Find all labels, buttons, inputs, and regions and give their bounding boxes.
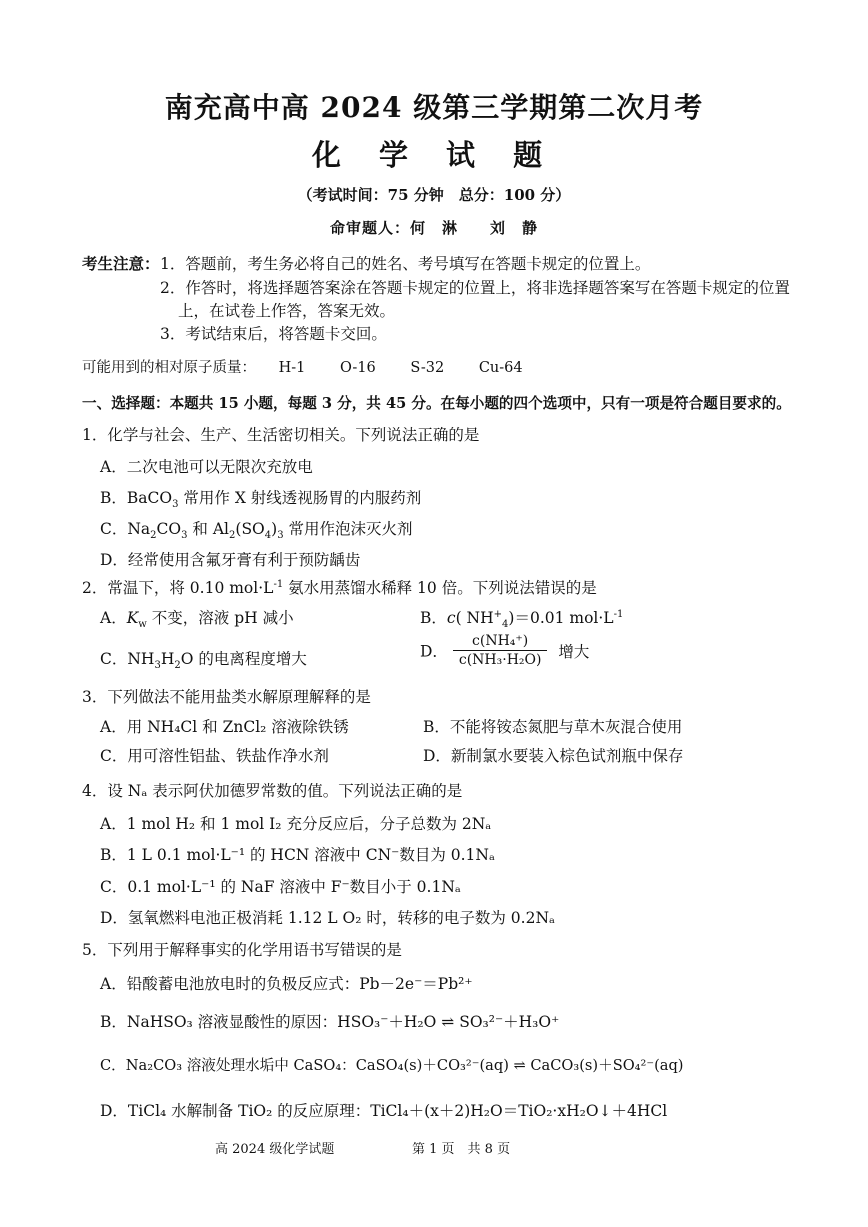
atomic-masses-label: 可能用到的相对原子质量： xyxy=(82,360,256,376)
q1-option-a: A．二次电池可以无限次充放电 xyxy=(100,458,313,476)
q1-option-b: B．BaCO$_3$ 常用作 X 射线透视肠胃的内服药剂 xyxy=(100,489,422,511)
fraction-numerator: c(NH₄⁺) xyxy=(453,633,548,651)
exam-title: 南充高中高 2024 级第三学期第二次月考 xyxy=(164,91,704,124)
q4-option-c: C．0.1 mol·L⁻¹ 的 NaF 溶液中 F⁻数目小于 0.1Nₐ xyxy=(100,878,461,896)
q2-stem: 2．常温下，将 0.10 $mol\cdot L^{-1}$ 氨水用蒸馏水稀释 10 倍。下列说法错误的是 xyxy=(82,578,597,597)
q5-option-d: D．TiCl₄ 水解制备 TiO₂ 的反应原理：TiCl₄＋(x＋2)H₂O＝TiO₂·xH₂O↓＋4HCl xyxy=(100,1102,668,1120)
q5-option-c: C．Na₂CO₃ 溶液处理水垢中 CaSO₄：CaSO₄(s)＋CO₃²⁻(aq) ⇌ CaCO₃(s)＋SO₄²⁻(aq) xyxy=(100,1057,684,1074)
q5-option-a: A．铅酸蓄电池放电时的负极反应式：Pb－2e⁻＝Pb²⁺ xyxy=(100,975,473,993)
atomic-masses xyxy=(82,356,523,377)
q4-stem: 4．设 Nₐ 表示阿伏加德罗常数的值。下列说法正确的是 xyxy=(82,782,463,800)
fraction-denominator: c(NH₃·H₂O) xyxy=(458,652,542,668)
q1-option-c: C．$Na_2CO_3$ 和 $Al_2(SO_4)_3$ 常用作泡沫灭火剂 xyxy=(100,520,413,542)
notice-item-1: 1．答题前，考生务必将自己的姓名、考号填写在答题卡规定的位置上。 xyxy=(160,255,651,273)
q3-option-d: D．新制氯水要装入棕色试剂瓶中保存 xyxy=(423,747,684,765)
q2-option-d: D． $\frac{\text{c(NH₄⁺)}}{\text{c(NH₃·H₂O)}}$ 增大 xyxy=(420,633,590,668)
q2-option-c: C．$NH_3H_2O$ 的电离程度增大 xyxy=(100,650,307,672)
notice-item-2-cont: 上，在试卷上作答，答案无效。 xyxy=(178,302,396,320)
notice-item-2: 2．作答时，将选择题答案涂在答题卡规定的位置上，将非选择题答案写在答题卡规定的位置 xyxy=(160,279,790,297)
q3-option-a: A．用 NH₄Cl 和 ZnCl₂ 溶液除铁锈 xyxy=(100,718,349,736)
q5-stem: 5．下列用于解释事实的化学用语书写错误的是 xyxy=(82,941,402,959)
footer-page: 第 1 页 共 8 页 xyxy=(412,1142,511,1157)
authors: 命审题人：何 淋 刘 静 xyxy=(329,219,538,237)
q3-option-b: B．不能将铵态氮肥与草木灰混合使用 xyxy=(423,718,683,736)
q2-fraction xyxy=(453,633,548,668)
mass-o: O-16 xyxy=(340,360,376,376)
q1-option-d: D．经常使用含氟牙膏有利于预防龋齿 xyxy=(100,551,361,569)
notice-item-3: 3．考试结束后，将答题卡交回。 xyxy=(160,325,387,343)
q4-option-d: D．氢氧燃料电池正极消耗 1.12 L O₂ 时，转移的电子数为 0.2Nₐ xyxy=(100,909,555,927)
q2-option-b: B．c( $NH^+_4)=0.01$ $mol\cdot L^{-1}$ xyxy=(420,608,624,631)
q2-option-a: A．$K_w$ 不变，溶液 pH 减小 xyxy=(100,609,294,631)
mass-h: H-1 xyxy=(278,360,306,376)
q5-option-b: B．NaHSO₃ 溶液显酸性的原因：HSO₃⁻＋H₂O ⇌ SO₃²⁻＋H₃O⁺ xyxy=(100,1013,560,1031)
q3-option-c: C．用可溶性铝盐、铁盐作净水剂 xyxy=(100,747,329,765)
mass-s: S-32 xyxy=(410,360,445,376)
footer-left: 高 2024 级化学试题 xyxy=(215,1142,335,1157)
section-heading: 一、选择题：本题共 15 小题，每题 3 分，共 45 分。在每小题的四个选项中，只有一项是符合题目要求的。 xyxy=(82,395,791,412)
mass-cu: Cu-64 xyxy=(478,360,523,376)
q4-option-b: B．1 L 0.1 mol·L⁻¹ 的 HCN 溶液中 CN⁻数目为 0.1Nₐ xyxy=(100,846,495,864)
notice-label: 考生注意： xyxy=(82,254,160,273)
q4-option-a: A．1 mol H₂ 和 1 mol I₂ 充分反应后，分子总数为 2Nₐ xyxy=(100,815,492,833)
subject-title: 化 学 试 题 xyxy=(311,138,557,172)
q3-stem: 3．下列做法不能用盐类水解原理解释的是 xyxy=(82,688,371,706)
exam-info: （考试时间：75 分钟 总分：100 分） xyxy=(297,186,571,204)
q1-stem: 1．化学与社会、生产、生活密切相关。下列说法正确的是 xyxy=(82,426,480,444)
